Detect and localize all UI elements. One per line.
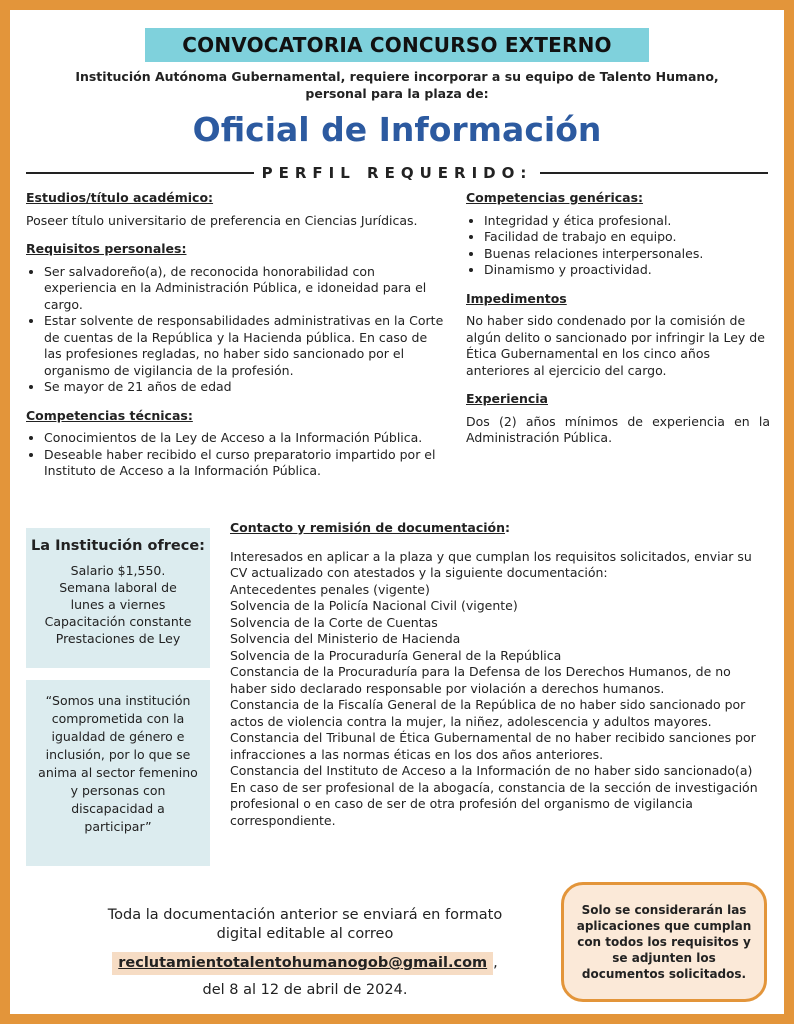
footer-line-1: Toda la documentación anterior se enviará en formato	[107, 907, 503, 923]
contact-heading	[230, 520, 770, 537]
estudios-heading: Estudios/título académico:	[26, 190, 214, 205]
perfil-label: PERFIL REQUERIDO:	[261, 164, 533, 182]
requisitos-heading: Requisitos personales:	[26, 241, 187, 256]
document-item: Solvencia de la Procuraduría General de la República	[230, 647, 562, 663]
offer-line: Semana laboral de	[59, 580, 177, 595]
document-item: Constancia del Tribunal de Ética Gubernamental de no haber recibido sanciones por infracciones a las normas éticas en los dos años anteriores.	[230, 730, 756, 762]
banner-title: CONVOCATORIA CONCURSO EXTERNO	[182, 33, 612, 57]
footer-dates: del 8 al 12 de abril de 2024.	[202, 982, 408, 998]
divider-line-right	[540, 172, 768, 174]
contact-heading-text: Contacto y remisión de documentación	[230, 520, 506, 535]
offer-line: lunes a viernes	[70, 597, 166, 612]
quote-text: “Somos una institución comprometida con la igualdad de género e inclusión, por lo que se anima al sector femenino y personas con discapacidad a participar”	[38, 693, 198, 834]
note-box	[561, 882, 767, 1002]
right-column	[466, 190, 770, 459]
list-item: • Conocimientos de la Ley de Acceso a la Información Pública.	[44, 430, 446, 447]
list-item: • Deseable haber recibido el curso preparatorio impartido por el Instituto de Acceso a la Información Pública.	[44, 447, 446, 480]
list-item: • Se mayor de 21 años de edad	[44, 379, 446, 396]
requisitos-list	[26, 264, 446, 396]
impedimentos-heading: Impedimentos	[466, 290, 567, 306]
subtitle-line-2: personal para la plaza de:	[305, 86, 489, 101]
genericas-list	[466, 213, 770, 279]
perfil-divider	[26, 162, 768, 184]
genericas-heading: Competencias genéricas:	[466, 190, 644, 205]
offer-title: La Institución ofrece:	[31, 538, 205, 554]
impedimentos-text: No haber sido condenado por la comisión de algún delito o sancionado por infringir la Ley de Ética Gubernamental en los cinco años anteriores al ejercicio del cargo.	[466, 313, 765, 378]
subtitle	[60, 68, 734, 102]
footer-line-2: digital editable al correo	[216, 926, 394, 942]
estudios-text: Poseer título universitario de preferencia en Ciencias Jurídicas.	[26, 212, 418, 228]
offer-line: Capacitación constante	[44, 614, 192, 629]
list-item: • Estar solvente de responsabilidades administrativas en la Corte de cuentas de la República y la Hacienda pública. En caso de las profesiones regladas, no haber sido sancionado por el organismo de vigilancia de la profesión.	[44, 313, 446, 379]
email-suffix: ,	[493, 955, 498, 971]
document-item: En caso de ser profesional de la abogacía, constancia de la sección de investigación profesional o en caso de ser de otra profesión del organismo de vigilancia correspondiente.	[230, 779, 758, 828]
document-item: Solvencia de la Corte de Cuentas	[230, 614, 438, 630]
contact-section	[230, 520, 770, 829]
document-item: Constancia de la Procuraduría para la Defensa de los Derechos Humanos, de no haber sido declarado responsable por violación a derechos humanos.	[230, 664, 731, 696]
list-item: • Buenas relaciones interpersonales.	[484, 246, 770, 263]
banner	[145, 28, 649, 62]
tecnicas-list	[26, 430, 446, 480]
divider-line-left	[26, 172, 254, 174]
document-item: Solvencia del Ministerio de Hacienda	[230, 631, 461, 646]
list-item: • Ser salvadoreño(a), de reconocida honorabilidad con experiencia en la Administración Pública, e idoneidad para el cargo.	[44, 264, 446, 314]
offer-line: Prestaciones de Ley	[55, 631, 181, 646]
contact-intro: Interesados en aplicar a la plaza y que cumplan los requisitos solicitados, enviar su CV actualizado con atestados y la siguiente documentación:	[230, 548, 752, 580]
document-item: Constancia de la Fiscalía General de la República de no haber sido sancionado por actos de violencia contra la mujer, la niñez, adolescencia y adultos mayores.	[230, 697, 746, 729]
email-link[interactable]: reclutamientotalentohumanogob@gmail.com	[112, 952, 493, 975]
subtitle-line-1: Institución Autónoma Gubernamental, requiere incorporar a su equipo de Talento Humano,	[75, 69, 719, 84]
position-title: Oficial de Información	[192, 110, 602, 149]
email-row	[70, 952, 540, 975]
offer-line: Salario $1,550.	[70, 563, 166, 578]
left-column	[26, 190, 446, 492]
list-item: • Dinamismo y proactividad.	[484, 262, 770, 279]
tecnicas-heading: Competencias técnicas:	[26, 407, 193, 423]
document-item: Antecedentes penales (vigente)	[230, 581, 430, 597]
quote-box	[26, 680, 210, 866]
list-item: • Integridad y ética profesional.	[484, 213, 770, 230]
offer-box	[26, 528, 210, 668]
list-item: • Facilidad de trabajo en equipo.	[484, 229, 770, 246]
document-item: Constancia del Instituto de Acceso a la Información de no haber sido sancionado(a)	[230, 763, 753, 778]
experiencia-text: Dos (2) años mínimos de experiencia en la Administración Pública.	[466, 413, 770, 445]
contact-heading-suffix: :	[505, 520, 511, 535]
experiencia-heading: Experiencia	[466, 391, 548, 406]
document-item: Solvencia de la Policía Nacional Civil (vigente)	[230, 598, 518, 613]
footer	[70, 906, 540, 1000]
note-text: Solo se considerarán las aplicaciones que cumplan con todos los requisitos y se adjunten los documentos solicitados.	[576, 903, 752, 981]
